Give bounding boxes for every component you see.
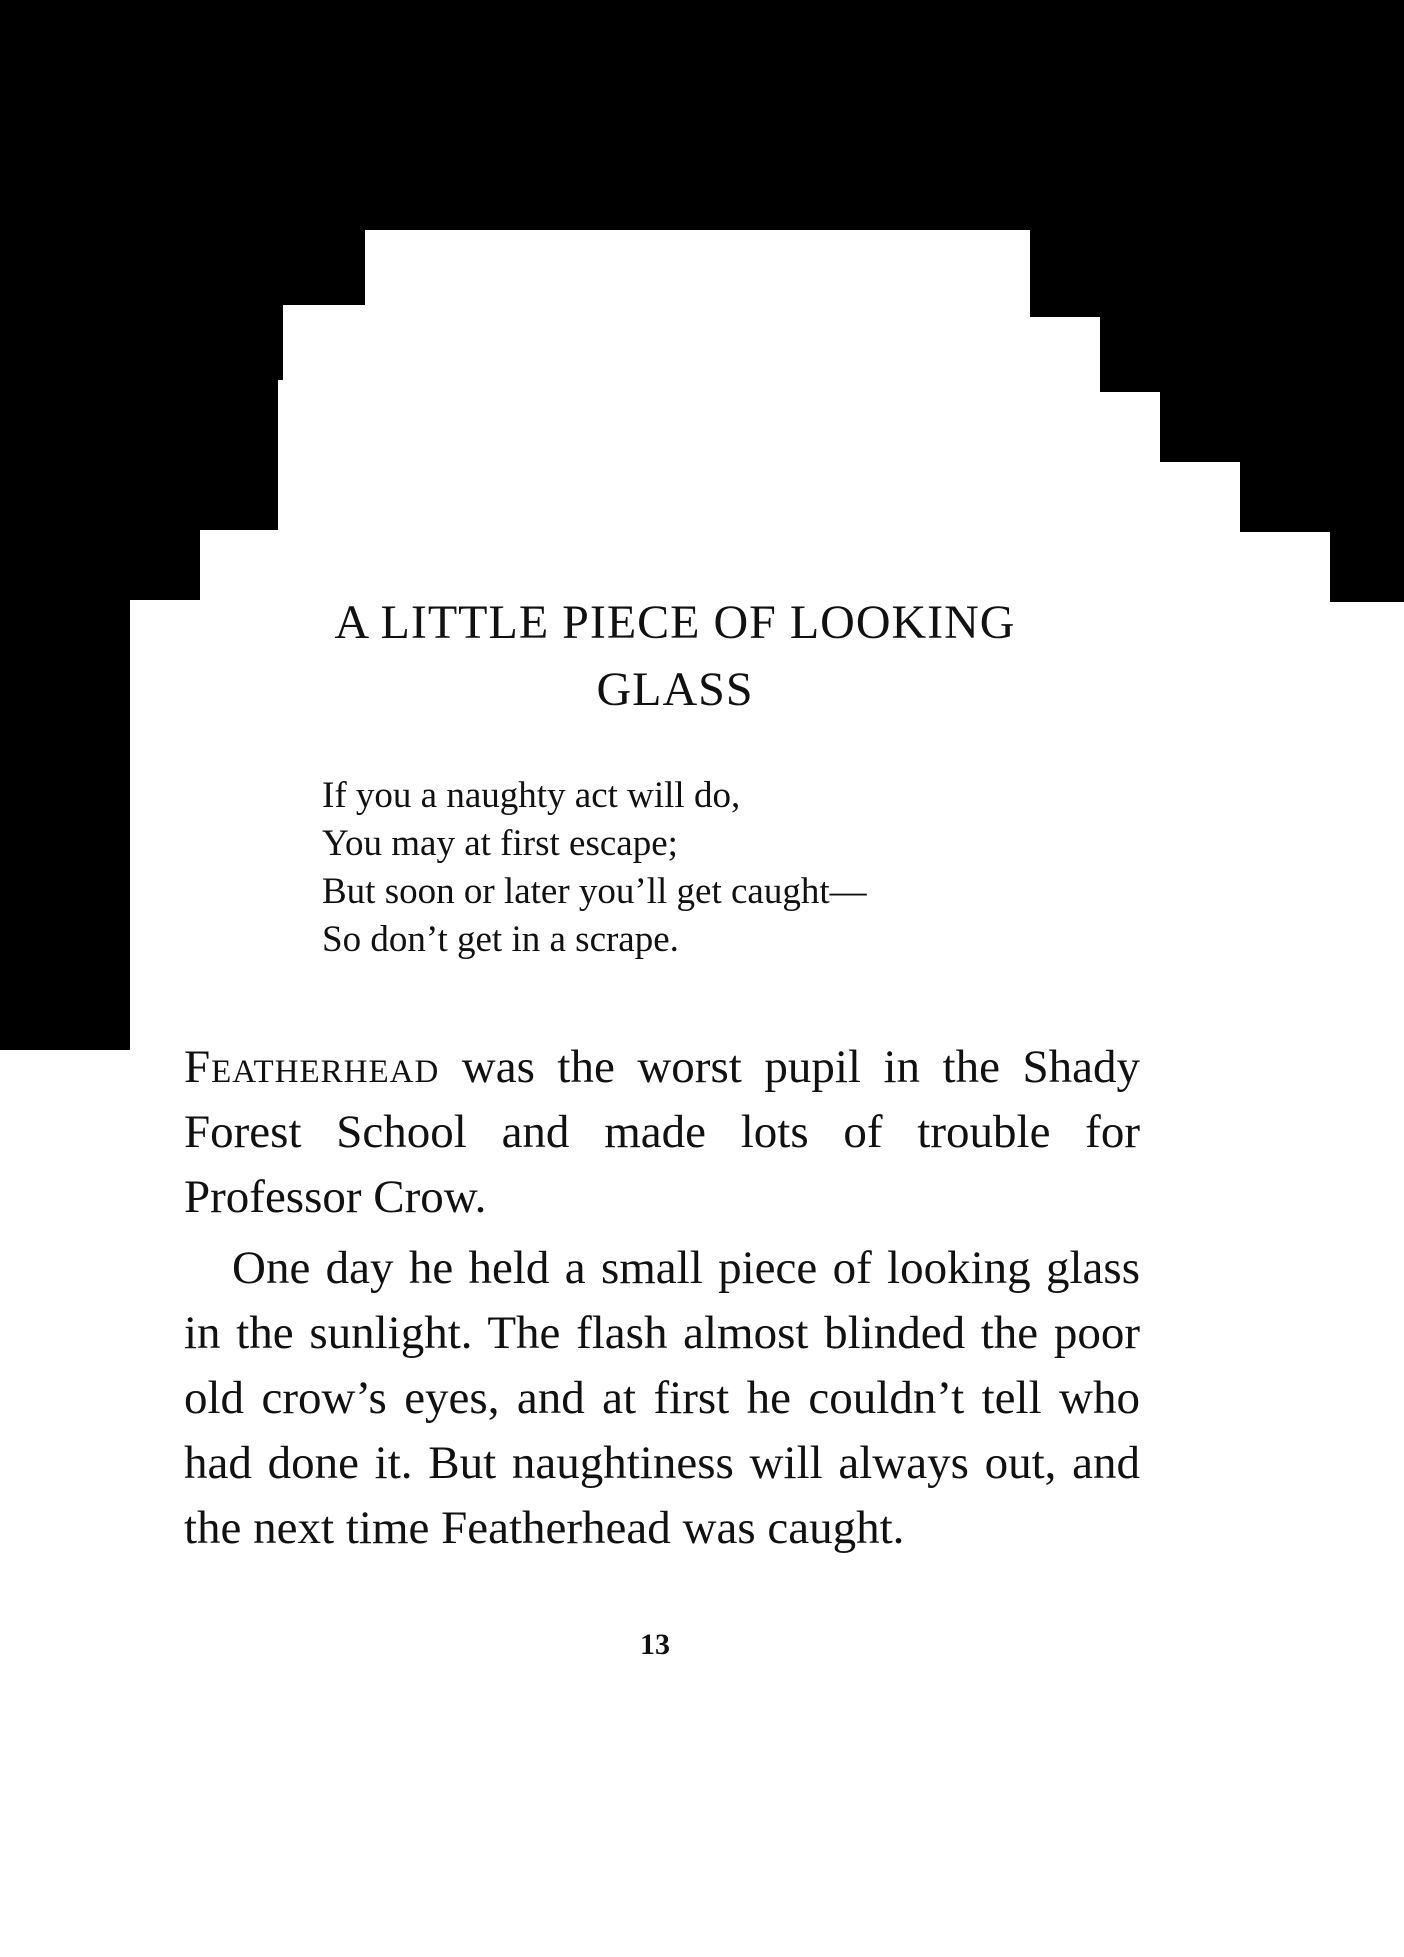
chapter-title-line-1: A LITTLE PIECE OF LOOKING [334,596,1016,649]
page-number: 13 [640,1628,670,1661]
body-paragraph-1 [184,1035,1140,1230]
body-paragraph-2: One day he held a small piece of looking glass in the sunlight. The flash almost blinded the poor old crow’s eyes, and at first he couldn’t tell who had done it. But naughtiness will always out, and the next time Featherhead was caught. [184,1242,1140,1554]
chapter-title-line-2: GLASS [596,663,754,716]
verse-stanza [322,772,1042,964]
character-name-lead: Featherhead [184,1041,440,1093]
verse-line: You may at first escape; [322,823,678,864]
verse-line: If you a naughty act will do, [322,775,741,816]
verse-line: So don’t get in a scrape. [322,919,679,960]
paragraph-text: was the worst pupil in the Shady Forest School and made lots of trouble for Professor Crow. [184,1041,1140,1223]
verse-line: But soon or later you’ll get caught— [322,871,867,912]
